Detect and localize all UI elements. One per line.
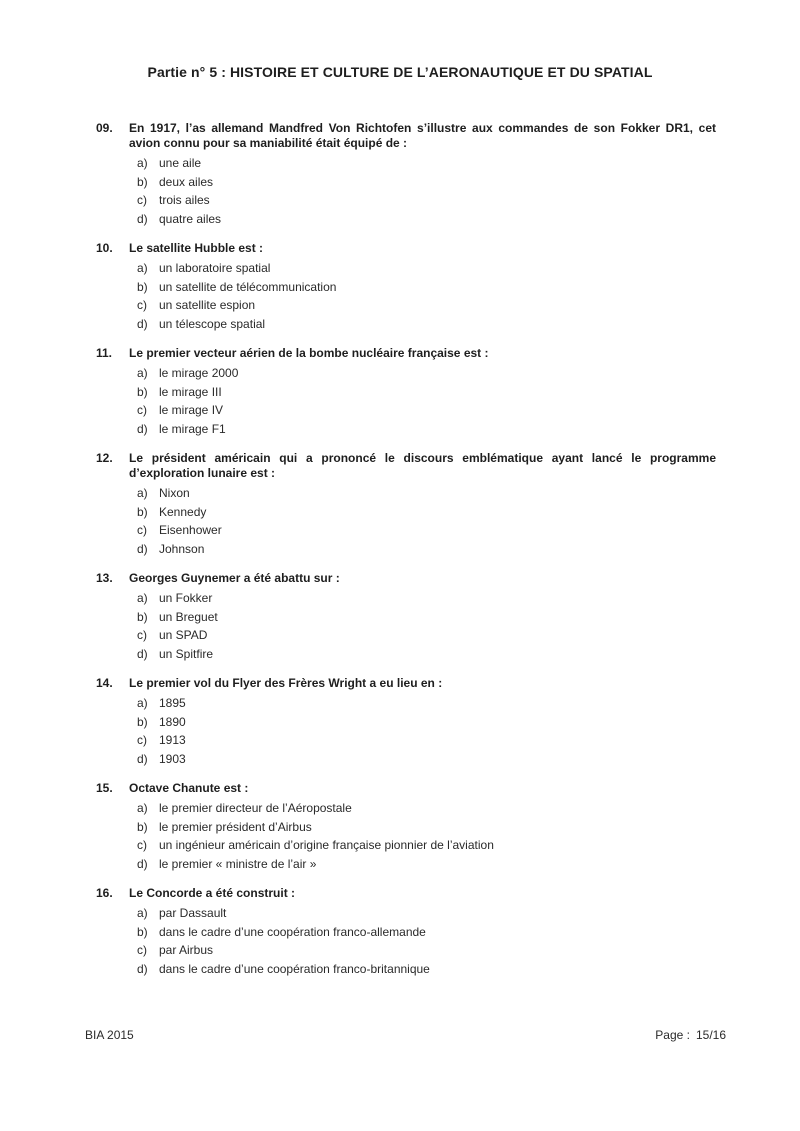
option-letter: d) [137, 646, 148, 661]
option-a [137, 259, 716, 278]
option-d [137, 750, 716, 769]
question-number: 14. [96, 676, 113, 690]
option-text: Kennedy [159, 504, 207, 519]
question-09 [96, 121, 716, 228]
option-text: le mirage III [159, 384, 222, 399]
question-text: Le premier vol du Flyer des Frères Wright a eu lieu en : [129, 676, 443, 690]
question-15 [96, 781, 716, 873]
question-text: Le président américain qui a prononcé le discours emblématique ayant lancé le programme d’exploration lunaire est : [129, 451, 716, 480]
option-text: un ingénieur américain d’origine française pionnier de l’aviation [159, 838, 494, 852]
option-text: le mirage IV [159, 403, 224, 417]
option-text: un satellite espion [159, 298, 256, 312]
option-a [137, 799, 716, 818]
option-text: 1895 [159, 696, 186, 710]
question-number: 16. [96, 886, 113, 900]
question-header [96, 121, 716, 151]
option-letter: b) [137, 714, 148, 729]
option-list [96, 259, 716, 333]
option-letter: c) [137, 943, 147, 957]
option-text: Nixon [159, 486, 190, 500]
option-letter: a) [137, 801, 148, 815]
option-b [137, 923, 716, 942]
option-letter: a) [137, 366, 148, 380]
option-c [137, 296, 716, 315]
question-text: Georges Guynemer a été abattu sur : [129, 571, 340, 585]
option-letter: b) [137, 384, 148, 399]
option-text: le mirage 2000 [159, 366, 239, 380]
question-number: 15. [96, 781, 113, 795]
option-letter: b) [137, 504, 148, 519]
option-letter: a) [137, 906, 148, 920]
question-text: En 1917, l’as allemand Mandfred Von Richtofen s’illustre aux commandes de son Fokker DR1, cet avion connu pour sa maniabilité était équipé de : [129, 121, 716, 150]
option-a [137, 589, 716, 608]
option-letter: b) [137, 924, 148, 939]
option-text: dans le cadre d’une coopération franco-britannique [159, 961, 430, 976]
option-text: Eisenhower [159, 523, 222, 537]
question-10 [96, 241, 716, 333]
question-list [96, 121, 716, 991]
option-text: une aile [159, 156, 202, 170]
option-d [137, 540, 716, 559]
question-14 [96, 676, 716, 768]
option-letter: b) [137, 174, 148, 189]
question-text: Le Concorde a été construit : [129, 886, 296, 900]
option-letter: a) [137, 696, 148, 710]
page-number: 15/16 [695, 1028, 726, 1042]
option-d [137, 210, 716, 229]
option-text: 1903 [159, 751, 186, 766]
page-label: Page : [655, 1028, 690, 1042]
option-list [96, 154, 716, 228]
option-letter: d) [137, 751, 148, 766]
option-letter: c) [137, 298, 147, 312]
option-b [137, 713, 716, 732]
option-c [137, 191, 716, 210]
option-text: un satellite de télécommunication [159, 279, 337, 294]
option-text: 1913 [159, 733, 186, 747]
option-b [137, 278, 716, 297]
question-11 [96, 346, 716, 438]
option-c [137, 941, 716, 960]
option-letter: c) [137, 733, 147, 747]
question-number: 11. [96, 346, 113, 360]
option-letter: d) [137, 421, 148, 436]
question-text: Octave Chanute est : [129, 781, 249, 795]
option-text: un Spitfire [159, 646, 214, 661]
footer-exam-label: BIA 2015 [85, 1028, 134, 1042]
footer-page-indicator [655, 1028, 726, 1042]
option-text: dans le cadre d’une coopération franco-allemande [159, 924, 426, 939]
option-c [137, 521, 716, 540]
question-number: 10. [96, 241, 113, 255]
option-d [137, 960, 716, 979]
option-letter: c) [137, 403, 147, 417]
option-list [96, 589, 716, 663]
option-c [137, 401, 716, 420]
option-b [137, 503, 716, 522]
option-letter: b) [137, 819, 148, 834]
option-text: le premier président d’Airbus [159, 819, 312, 834]
option-letter: d) [137, 211, 148, 226]
option-a [137, 904, 716, 923]
option-letter: d) [137, 961, 148, 976]
option-c [137, 731, 716, 750]
option-text: le mirage F1 [159, 421, 226, 436]
question-number: 13. [96, 571, 113, 585]
option-c [137, 626, 716, 645]
option-list [96, 799, 716, 873]
option-text: un SPAD [159, 628, 208, 642]
option-letter: a) [137, 486, 148, 500]
question-header [96, 241, 716, 256]
question-13 [96, 571, 716, 663]
option-text: un laboratoire spatial [159, 261, 271, 275]
option-text: Johnson [159, 541, 205, 556]
option-d [137, 315, 716, 334]
option-c [137, 836, 716, 855]
option-text: 1890 [159, 714, 186, 729]
page-title: Partie n° 5 : HISTOIRE ET CULTURE DE L’AERONAUTIQUE ET DU SPATIAL [147, 64, 653, 80]
option-list [96, 484, 716, 558]
option-d [137, 645, 716, 664]
question-header [96, 781, 716, 796]
question-text: Le premier vecteur aérien de la bombe nucléaire française est : [129, 346, 489, 360]
option-b [137, 818, 716, 837]
option-letter: c) [137, 523, 147, 537]
option-letter: c) [137, 193, 147, 207]
option-text: par Airbus [159, 943, 214, 957]
option-text: un Fokker [159, 591, 213, 605]
option-a [137, 364, 716, 383]
option-b [137, 383, 716, 402]
option-letter: b) [137, 279, 148, 294]
option-letter: a) [137, 591, 148, 605]
option-text: le premier « ministre de l’air » [159, 856, 317, 871]
question-header [96, 346, 716, 361]
option-list [96, 904, 716, 978]
option-d [137, 855, 716, 874]
option-letter: a) [137, 156, 148, 170]
option-letter: a) [137, 261, 148, 275]
option-list [96, 364, 716, 438]
option-letter: b) [137, 609, 148, 624]
option-list [96, 694, 716, 768]
option-text: le premier directeur de l’Aéropostale [159, 801, 352, 815]
option-b [137, 608, 716, 627]
option-text: par Dassault [159, 906, 227, 920]
question-number: 12. [96, 451, 113, 465]
option-text: quatre ailes [159, 211, 222, 226]
option-a [137, 694, 716, 713]
question-header [96, 886, 716, 901]
option-letter: d) [137, 541, 148, 556]
option-letter: c) [137, 838, 147, 852]
question-header [96, 451, 716, 481]
option-text: un télescope spatial [159, 316, 266, 331]
question-number: 09. [96, 121, 113, 135]
question-header [96, 571, 716, 586]
question-12 [96, 451, 716, 558]
option-d [137, 420, 716, 439]
option-text: un Breguet [159, 609, 218, 624]
option-a [137, 484, 716, 503]
question-header [96, 676, 716, 691]
option-letter: d) [137, 316, 148, 331]
option-text: trois ailes [159, 193, 210, 207]
option-letter: d) [137, 856, 148, 871]
option-a [137, 154, 716, 173]
option-letter: c) [137, 628, 147, 642]
option-b [137, 173, 716, 192]
question-16 [96, 886, 716, 978]
option-text: deux ailes [159, 174, 214, 189]
question-text: Le satellite Hubble est : [129, 241, 264, 255]
